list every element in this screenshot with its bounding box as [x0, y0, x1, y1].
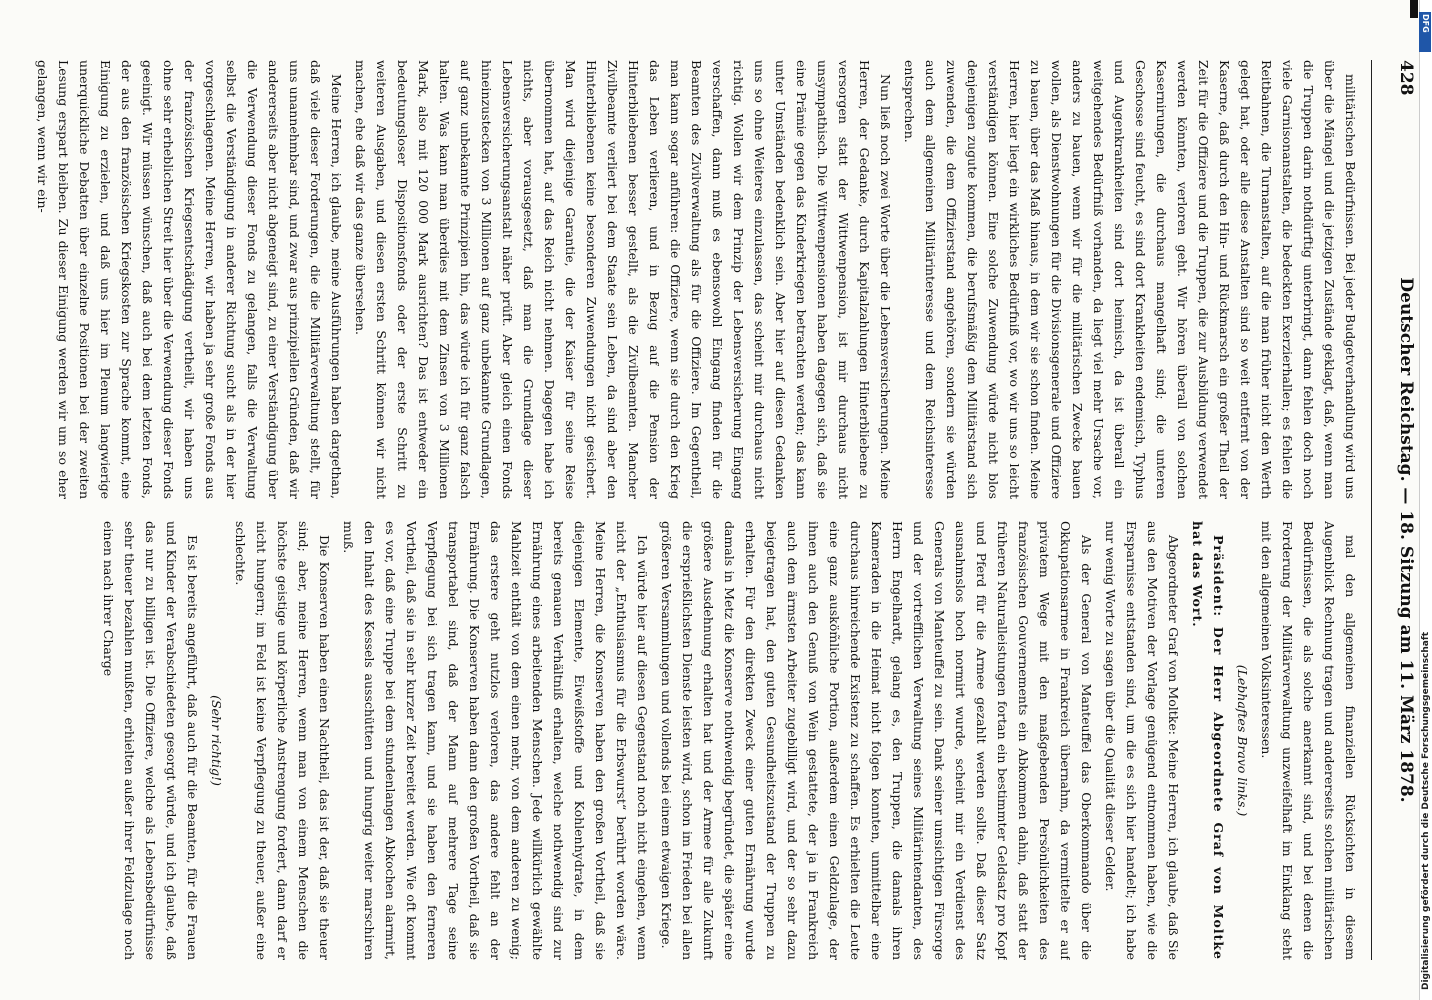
speech-moltke: Abgeordneter Graf von Moltke: Meine Herren, ich glaube, daß Sie aus den Motiven der Vorlage genügend entnommen haben, wie die Ersparnisse entstanden sind, um die es sich hier handelt; ich habe nur wenig Worte zu sagen über die Qualität dieser Gelder. [1103, 521, 1181, 960]
paragraph: Meine Herren, ich glaube, meine Ausführungen haben dargethan, daß viele dieser Forderungen, die die Militärverwaltung stellt, für uns unannehmbar sind, und zwar aus prinzipiellen Gründen, daß wir andererseits aber nicht abgeneigt sind, zu einer Verständigung über die Verwendung dieser Fonds zu gelangen, falls die Verwaltung selbst die Verständigung in anderer Richtung sucht als in der hier vorgeschlagenen. Meine Herren, wir haben ja sehr große Fonds aus der französischen Kriegsentschädigung vertheilt, wir haben uns ohne sehr erheblichen Streit hier über die Verwendung dieser Fonds geeinigt. Wir müssen wünschen, daß auch bei dem letzten Fonds, der aus den französischen Kriegskosten zur Sprache kommt, eine Einigung zu erzielen, und daß uns hier im Plenum langwierige unerquickliche Debatten über einzelne Positionen bei der zweiten Lesung erspart bleiben. Zu dieser Einigung werden wir um so eher gelangen, wenn wir ein- [35, 60, 344, 499]
digitization-note-text: Digitalisierung gefördert durch die Deutsche Forschungsgemeinschaft [1421, 631, 1431, 990]
paragraph: Als der General von Manteuffel das Oberkommando über die Okkupationsarmee in Frankreich übernahm, da vermittelte er auf privatem Wege mit den maßgebenden Persönlichkeiten des französischen Gouvernements ein Abkommen dahin, daß statt der früheren Naturalleistungen fortan ein bestimmter Geldsatz pro Kopf und Pferd für die Armee gezahlt werden sollte. Daß dieser Satz ausnahmslos hoch normirt wurde, scheint mir ein Verdienst des Generals von Manteuffel zu sein. Dank seiner umsichtigen Fürsorge und der vortrefflichen Verwaltung seines Militärintendanten, des Herrn Engelhardt, gelang es, den Truppen, die damals ihren Kameraden in die Heimat nicht folgen konnten, unmittelbar eine durchaus hinreichende Existenz zu schaffen. Es erhielten die Leute eine ganz ausköm̃liche Portion, außerdem einen Geldzulage, der ihnen auch den Genuß von Wein gestattete, der ja in Frankreich auch dem ärmsten Arbeiter zugebilligt wird, und der so sehr dazu beigetragen hat, den guten Gesundheitszustand der Truppen zu erhalten. Für den direkten Zweck einer guten Ernährung wurde damals in Metz die Konserve nothwendig begründet, die später eine größere Ausdehnung erhalten hat und der Armee für alle Zukunft die ersprießlichsten Dienste leisten wird, schon im Frieden bei allen größeren Versammlungen und vollends bei einem etwaigen Kriege. [659, 521, 1094, 960]
column-left [11, 60, 1361, 499]
applause-note: (Lebhaftes Bravo links.) [1235, 664, 1250, 817]
digitization-note [1418, 370, 1432, 990]
interjection: (Sehr richtig!) [209, 695, 224, 786]
page-title: Deutscher Reichstag. — 18. Sitzung am 11. März 1878. [1396, 277, 1416, 803]
paragraph: mal den allgemeinen finanziellen Rücksichten in diesem Augenblick Rechnung tragen und andererseits solchen militärischen Bedürfnissen, die als solche anerkannt sind, und bei denen die Forderung der Militärverwaltung unzweifelhaft im Einklang steht mit den allgemeinen Volksinteressen. [1259, 521, 1358, 960]
paragraph: Die Konserven haben einen Nachtheil, das ist der, daß sie theuer sind; aber, meine Herren, wenn man von einem Menschen die höchste geistige und körperliche Anstrengung fordert, dann darf er nicht hungern; im Feld ist keine Verpflegung zu theuer, außer eine schlechte. [233, 521, 332, 960]
dfg-logo-text: DFG [1421, 14, 1430, 33]
page-number: 428 [1396, 60, 1416, 96]
scan-corner-mark [1410, 0, 1418, 18]
speaker-president: Präsident: Der Herr Abgeordnete Graf von Moltke hat das Wort. [1190, 521, 1226, 960]
text-columns [11, 60, 1361, 960]
paragraph: Es ist bereits angeführt, daß auch für die Beamten, für die Frauen und Kinder der Verabschiedeten gesorgt würde, und ich glaube, daß das nur zu billigen ist. Die Offiziere, welche als Lebensbedürfnisse sehr theuer bezahlen mußten, erhielten außer ihrer Feldzulage noch einen nach ihrer Charge [101, 521, 200, 960]
column-right [11, 521, 1361, 960]
paragraph: militärischen Bedürfnissen. Bei jeder Budgetverhandlung wird uns über die Mängel und die jetzigen Zustände geklagt, daß, wenn man die Truppen darin nothdürftig unterbringt, dann fehlen doch noch viele Garnisonanstalten, die bedeckten Exerzierhallen; es fehlen die Reitbahnen, die Turnanstalten, auf die man früher nicht den Werth gelegt hat, oder alle diese Anstalten sind so weit entfernt von der Kaserne, daß durch den Hin- und Rückmarsch ein großer Theil der Zeit für die Offiziere und die Truppen, die zur Ausbildung verwendet werden könnten, verloren geht. Wir hören überall von solchen Kasernirungen, die durchaus mangelhaft sind; die unteren Geschosse sind feucht, es sind dort Krankheiten endemisch, Typhus und Augenkrankheiten sind dort heimisch, da ist überall ein weitgehendes Bedürfniß vorhanden, da liegt viel mehr Ursache vor, anders zu bauen, wenn wir für die militärischen Zwecke bauen wollen, als Dienstwohnungen für die Divisionsgenerale und Offiziere zu bauen, über das Maß hinaus, in dem wir sie schon finden. Meine Herren, hier liegt ein wirkliches Bedürfniß vor, wo wir uns so leicht verständigen können. Eine solche Zuwendung würde nicht blos denjenigen zugute kommen, die berufsmäßig dem Militärstand sich zuwenden, die dem Offizierstand angehören, sondern sie würden auch dem allgemeinen Militärinteresse und dem Reichsinteresse entsprechen. [902, 60, 1358, 499]
paragraph: Ich würde hier auf diesen Gegenstand noch nicht eingehen, wenn nicht der „Enthusiasmus für die Erbswurst“ berührt worden wäre. Meine Herren, die Konserven haben den großen Vortheil, daß sie diejenigen Elemente, Eiweißstoffe und Kohlenhydrate, in dem bereits genauen Verhältniß erhalten, welche nothwendig sind zur Ernährung eines arbeitenden Menschen. Jede willkürlich gewählte Mahlzeit enthält von dem einen mehr, von dem anderen zu wenig; das erstere geht nutzlos verloren, das andere fehlt an der Ernährung. Die Konserven haben dann den großen Vortheil, daß sie transportabel sind, daß der Mann auf mehrere Tage seine Verpflegung bei sich tragen kann, und sie haben den ferneren Vortheil, daß sie in sehr kurzer Zeit bereitet werden. Wie oft kommt es vor, daß eine Truppe bei dem stundenlangen Abkochen alarmirt, den Inhalt des Kessels ausschütten und hungrig weiter marschiren muß. [341, 521, 650, 960]
running-header [1371, 60, 1416, 960]
dfg-logo [1419, 12, 1431, 52]
paragraph: Nun ließ noch zwei Worte über die Lebensversicherungen. Meine Herren, der Gedanke, durch Kapitalzahlungen Hinterbliebene zu versorgen statt der Wittwenpension, ist mir durchaus nicht unsympathisch. Die Wittwenpensionen haben dagegen sich, daß sie eine Prämie gegen das Kinderkriegen betrachten werden; das kann unter Umständen bedenklich sein. Aber hier auf diesen Gedanken uns so ohne Weiteres einzulassen, das scheint mir durchaus nicht richtig. Wollen wir dem Prinzip der Lebensversicherung Eingang verschaffen, dann muß es ebensowohl Eingang finden für die Beamten des Zivilverwaltung als für die Offiziere. Im Gegentheil, man kann sogar anführen: die Offiziere, wenn sie durch den Krieg das Leben verlieren, und in Bezug auf die Pension der Hinterbliebenen besser gestellt, als die Zivilbeamten. Mancher Zivilbeamte verliert bei dem Staate sein Leben, da sind aber den Hinterbliebenen keine besonderen Zuwendungen nicht gesichert. Man wird diejenige Garantie, die der Kaiser für seine Reise übernommen hat, auf das Reich nicht nehmen. Dagegen habe ich nichts, aber vorausgesetzt, daß man die Grundlage dieser Lebensversicherungsanstalt näher prüft. Aber gleich einen Fonds hineinzustecken von 3 Millionen auf ganz unbekannte Grundlagen, auf ganz unbekannte Prinzipien hin, das würde ich für ganz falsch halten. Was kann man überdies mit dem Zinsen von 3 Millionen Mark, also mit 120 000 Mark ausrichten? Das ist entweder ein bedeutungsloser Dispositionsfonds oder der erste Schritt zu weiteren Ausgaben, und diesen ersten Schritt können wir nicht machen, ehe daß wir das ganze übersehen. [353, 60, 893, 499]
